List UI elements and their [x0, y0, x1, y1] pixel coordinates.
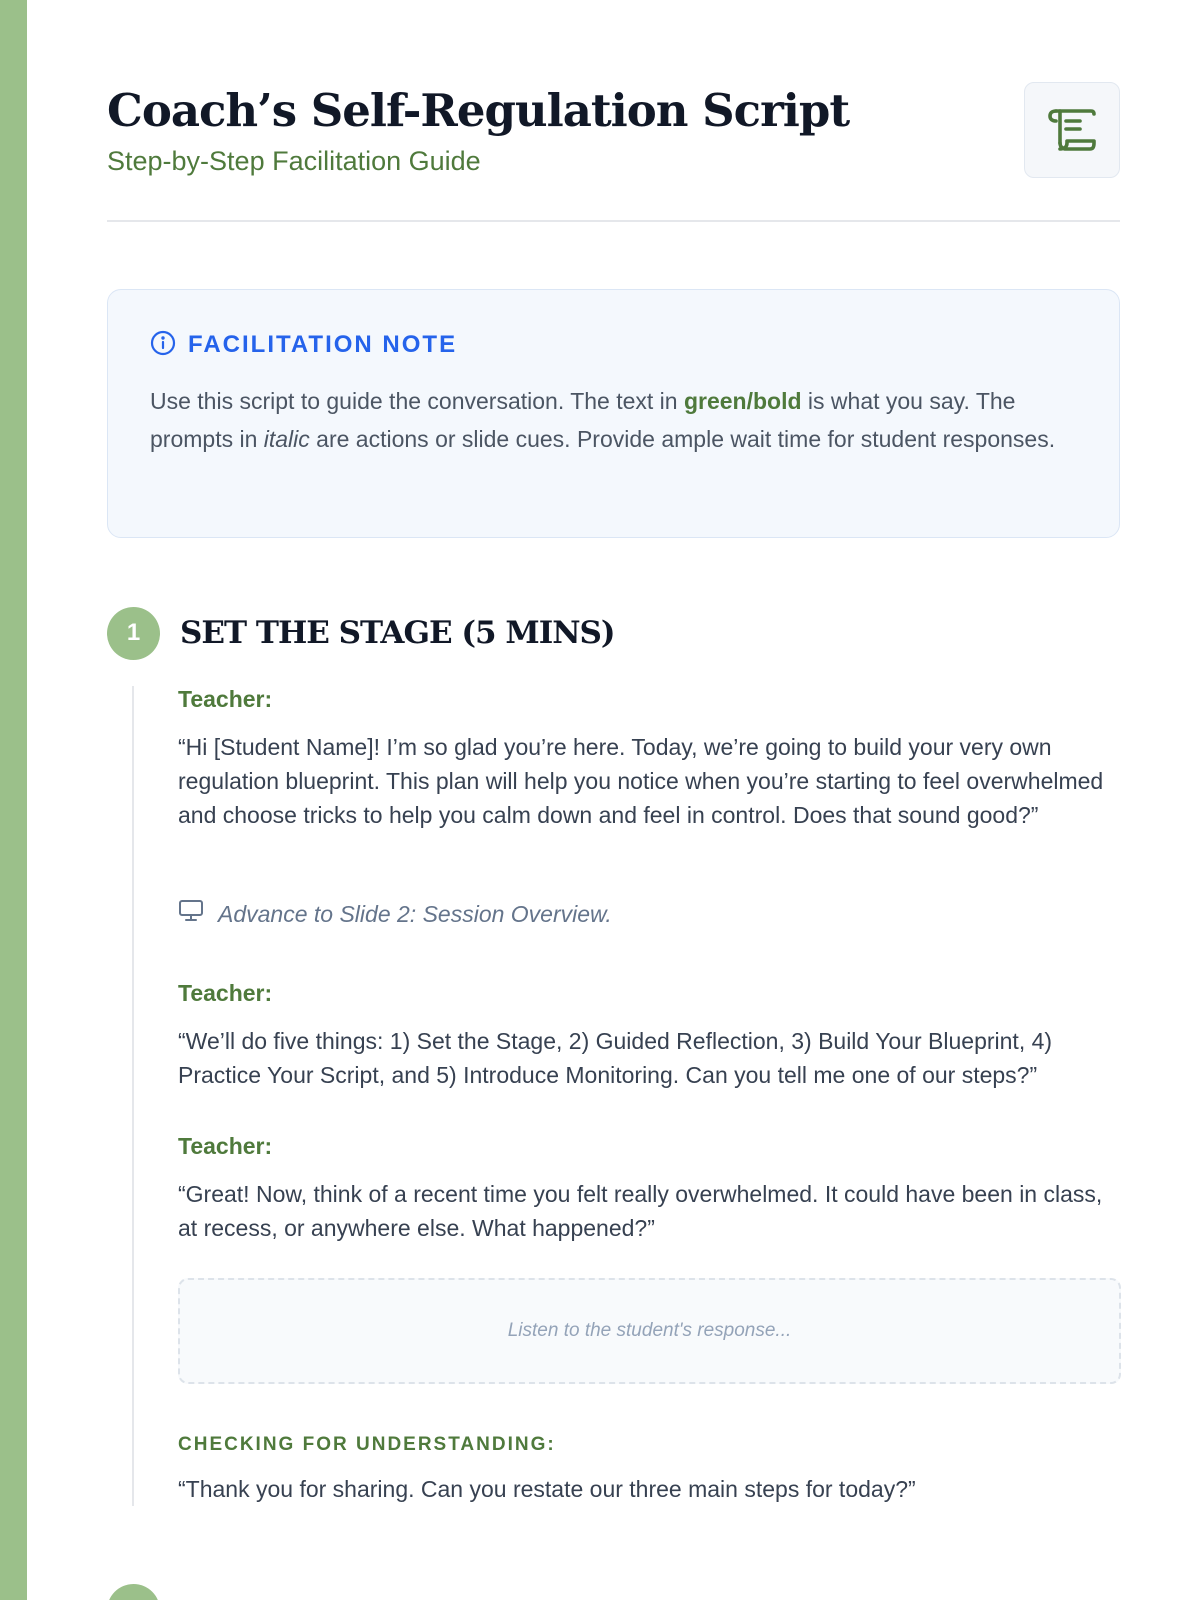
note-text-part3: are actions or slide cues. Provide ample wait time for student responses. — [309, 426, 1056, 452]
note-text-part2: is what you say. The prompts in — [150, 388, 1016, 452]
slide-cue — [178, 899, 612, 929]
checking-understanding — [178, 1434, 1118, 1506]
student-response-box — [178, 1278, 1121, 1384]
step-2-number-badge — [107, 1584, 160, 1600]
page — [107, 0, 1120, 1502]
page-subtitle: Step-by-Step Facilitation Guide — [107, 146, 481, 176]
info-icon — [150, 330, 176, 361]
teacher-quote: “Hi [Student Name]! I’m so glad you’re here. Today, we’re going to build your very own regulation blueprint. This plan will help you notice when you’re starting to feel overwhelmed and choose tricks to help you calm down and feel in control. Does that sound good?” — [178, 734, 1104, 828]
step-1-body — [132, 686, 1120, 1506]
checking-quote: “Thank you for sharing. Can you restate our three main steps for today?” — [178, 1476, 916, 1502]
step-1-number-badge: 1 — [107, 607, 160, 660]
dialogue-block — [178, 980, 1118, 1092]
response-placeholder: Listen to the student's response... — [507, 1320, 792, 1341]
teacher-quote: “Great! Now, think of a recent time you felt really overwhelmed. It could have been in class, at recess, or anywhere else. What happened?” — [178, 1181, 1103, 1241]
checking-label: CHECKING FOR UNDERSTANDING: — [178, 1434, 556, 1455]
speaker-label: Teacher: — [178, 1133, 273, 1159]
step-1-section — [107, 606, 1120, 1502]
facilitation-note — [107, 289, 1120, 538]
note-text-italic: italic — [263, 426, 310, 452]
note-text-bold: green/bold — [683, 388, 802, 414]
teacher-quote: “We’ll do five things: 1) Set the Stage, 2) Guided Reflection, 3) Build Your Blueprint, 4) Practice Your Script, and 5) Introduce Monitoring. Can you tell me one of our steps?” — [178, 1028, 1053, 1088]
note-text-part1: Use this script to guide the conversation. The text in — [150, 388, 684, 414]
step-1-title: SET THE STAGE (5 MINS) — [180, 615, 615, 651]
header — [107, 0, 1120, 222]
facilitation-note-header — [150, 330, 1079, 360]
dialogue-block — [178, 1133, 1118, 1245]
scroll-icon — [1024, 82, 1120, 178]
speaker-label: Teacher: — [178, 980, 273, 1006]
facilitation-note-title: FACILITATION NOTE — [188, 331, 458, 358]
page-title: Coach’s Self-Regulation Script — [107, 84, 850, 137]
dialogue-block — [178, 686, 1118, 832]
slide-cue-text: Advance to Slide 2: Session Overview. — [218, 900, 612, 927]
facilitation-note-text — [150, 382, 1079, 458]
side-accent-bar — [0, 0, 27, 1600]
step-1-header — [107, 606, 1120, 660]
speaker-label: Teacher: — [178, 686, 273, 712]
monitor-icon — [178, 899, 204, 929]
